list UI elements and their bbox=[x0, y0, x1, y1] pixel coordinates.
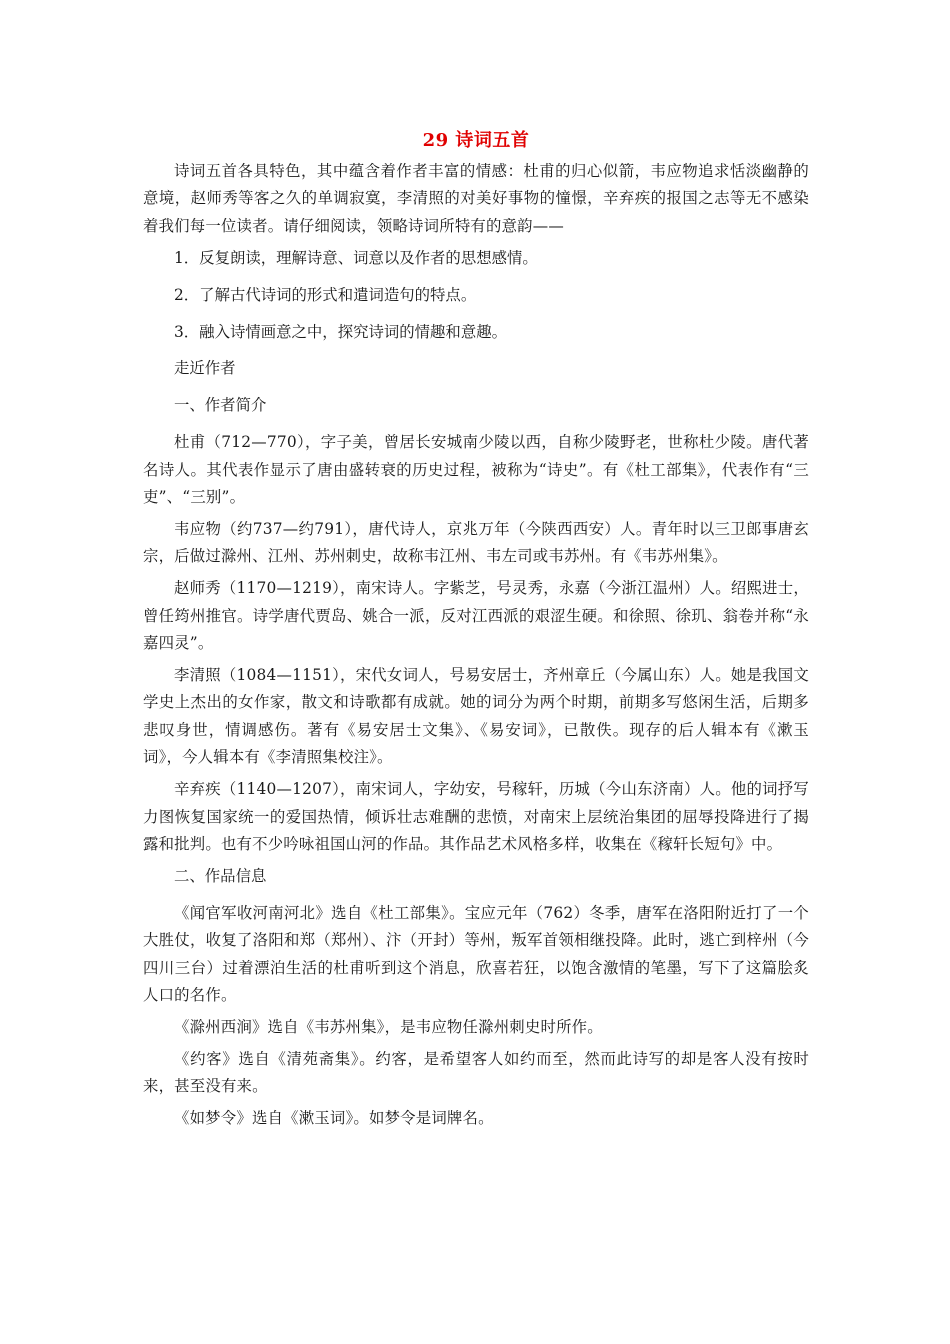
author-paragraph: 杜甫（712—770），字子美，曾居长安城南少陵以西，自称少陵野老，世称杜少陵。唐代著名诗人。其代表作显示了唐由盛转衰的历史过程，被称为“诗史”。有《杜工部集》，代表作有“三吏”、“三别”。 bbox=[143, 433, 809, 507]
work-paragraph: 《约客》选自《清苑斋集》。约客，是希望客人如约而至，然而此诗写的却是客人没有按时来，甚至没有来。 bbox=[143, 1049, 809, 1096]
author-paragraph: 韦应物（约737—约791），唐代诗人，京兆万年（今陕西西安）人。青年时以三卫郎事唐玄宗，后做过滁州、江州、苏州刺史，故称韦江州、韦左司或韦苏州。有《韦苏州集》。 bbox=[143, 519, 809, 566]
section-heading-author: 走近作者 bbox=[174, 359, 236, 378]
document-page bbox=[143, 126, 809, 1137]
objective-item: 1．反复朗读，理解诗意、词意以及作者的思想感情。 bbox=[174, 248, 538, 267]
work-paragraph: 《滁州西涧》选自《韦苏州集》，是韦应物任滁州刺史时所作。 bbox=[174, 1017, 603, 1036]
author-paragraph: 辛弃疾（1140—1207），南宋词人，字幼安，号稼轩，历城（今山东济南）人。他的词抒写力图恢复国家统一的爱国热情，倾诉壮志难酬的悲愤，对南宋上层统治集团的屈辱投降进行了揭露和批判。也有不少吟咏祖国山河的作品。其作品艺术风格多样，收集在《稼轩长短句》中。 bbox=[143, 780, 809, 853]
objective-item: 3．融入诗情画意之中，探究诗词的情趣和意趣。 bbox=[174, 322, 507, 341]
author-paragraph: 李清照（1084—1151），宋代女词人，号易安居士，齐州章丘（今属山东）人。她是我国文学史上杰出的女作家，散文和诗歌都有成就。她的词分为两个时期，前期多写悠闲生活，后期多悲叹身世，情调感伤。著有《易安居士文集》、《易安词》，已散佚。现存的后人辑本有《漱玉词》，今人辑本有《李清照集校注》。 bbox=[143, 666, 809, 767]
objective-item: 2．了解古代诗词的形式和遣词造句的特点。 bbox=[174, 285, 477, 304]
author-paragraph: 赵师秀（1170—1219），南宋诗人。字紫芝，号灵秀，永嘉（今浙江温州）人。绍熙进士，曾任筠州推官。诗学唐代贾岛、姚合一派，反对江西派的艰涩生硬。和徐照、徐玑、翁卷并称“永嘉四灵”。 bbox=[143, 579, 809, 653]
work-paragraph: 《闻官军收河南河北》选自《杜工部集》。宝应元年（762）冬季，唐军在洛阳附近打了一个大胜仗，收复了洛阳和郑（郑州）、汴（开封）等州，叛军首领相继投降。此时，逃亡到梓州（今四川三台）过着漂泊生活的杜甫听到这个消息，欣喜若狂，以饱含激情的笔墨，写下了这篇脍炙人口的名作。 bbox=[143, 903, 809, 1004]
subsection-heading-author-intro: 一、作者简介 bbox=[174, 396, 267, 415]
subsection-heading-works: 二、作品信息 bbox=[174, 866, 267, 885]
work-paragraph: 《如梦令》选自《漱玉词》。如梦令是词牌名。 bbox=[174, 1109, 494, 1128]
intro-paragraph: 诗词五首各具特色，其中蕴含着作者丰富的情感：杜甫的归心似箭，韦应物追求恬淡幽静的意境，赵师秀等客之久的单调寂寞，李清照的对美好事物的憧憬，辛弃疾的报国之志等无不感染着我们每一位读者。请仔细阅读，领略诗词所特有的意韵—— bbox=[143, 162, 809, 235]
page-title: 29 诗词五首 bbox=[422, 130, 530, 151]
